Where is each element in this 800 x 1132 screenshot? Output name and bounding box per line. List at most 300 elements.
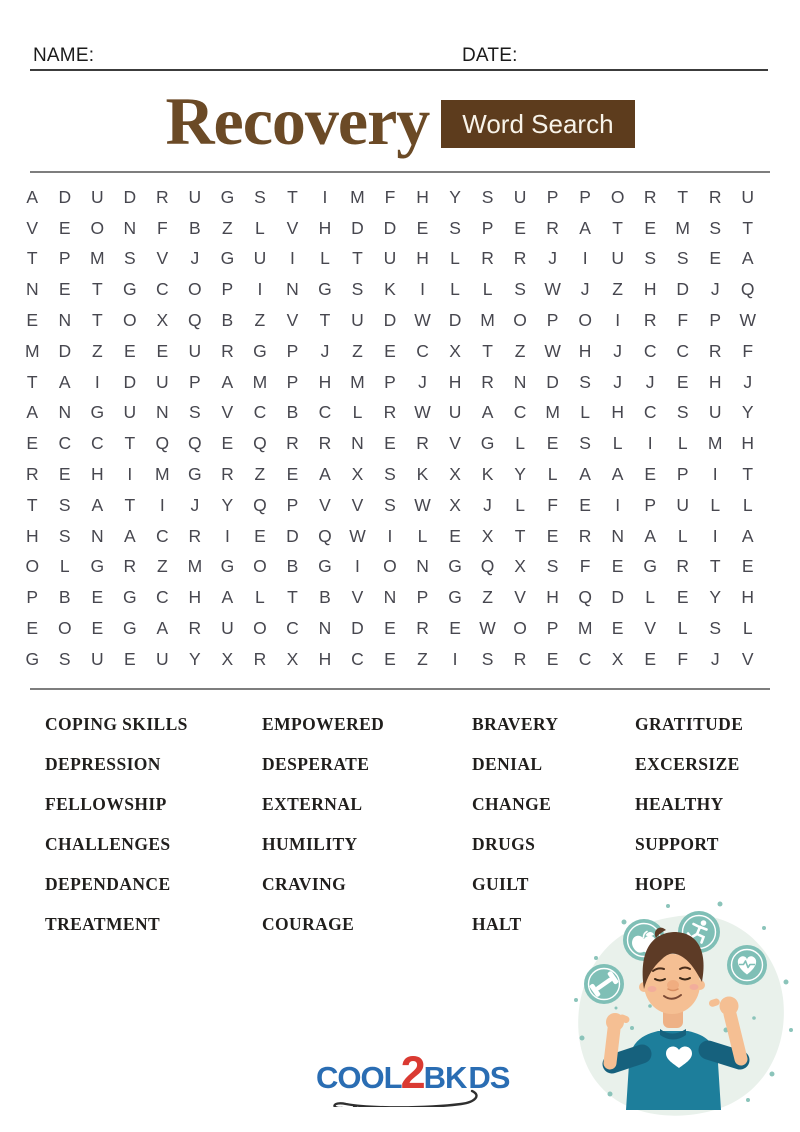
- grid-letter-r11c21: U: [676, 494, 689, 515]
- grid-letter-r12c1: H: [25, 525, 39, 546]
- logo-swoosh-underline: [322, 1089, 482, 1107]
- grid-letter-r13c5: Z: [156, 556, 168, 577]
- grid-letter-r7c8: M: [252, 371, 268, 392]
- grid-letter-r14c15: Z: [482, 587, 493, 608]
- grid-letter-r14c5: C: [156, 587, 169, 608]
- grid-letter-r11c9: P: [286, 494, 299, 515]
- grid-letter-r2c2: E: [58, 217, 71, 238]
- grid-letter-r10c8: Z: [254, 464, 266, 485]
- grid-letter-r14c21: E: [676, 587, 689, 608]
- grid-letter-r3c19: U: [611, 248, 624, 269]
- grid-letter-r9c15: G: [480, 433, 495, 454]
- grid-letter-r15c19: E: [611, 618, 624, 639]
- word-list-item: EXCERSIZE: [635, 754, 740, 774]
- grid-letter-r6c14: X: [449, 340, 461, 361]
- grid-letter-r11c17: F: [547, 494, 558, 515]
- grid-letter-r5c4: O: [123, 310, 137, 331]
- grid-letter-r4c18: J: [580, 279, 590, 300]
- grid-letter-r1c16: U: [513, 186, 527, 207]
- grid-letter-r5c12: D: [383, 310, 397, 331]
- grid-letter-r4c1: N: [25, 279, 39, 300]
- grid-letter-r11c20: P: [644, 494, 656, 515]
- grid-letter-r13c6: M: [187, 556, 203, 577]
- grid-letter-r3c4: S: [123, 248, 136, 269]
- grid-letter-r6c6: U: [188, 340, 202, 361]
- grid-letter-r10c3: H: [90, 464, 104, 485]
- grid-letter-r9c10: R: [318, 433, 332, 454]
- grid-letter-r13c1: O: [25, 556, 40, 577]
- grid-letter-r12c5: C: [156, 525, 169, 546]
- grid-letter-r5c17: P: [546, 310, 559, 331]
- grid-letter-r3c5: V: [156, 248, 169, 269]
- grid-letter-r10c11: X: [351, 464, 364, 485]
- grid-letter-r8c13: W: [414, 402, 431, 423]
- word-list-item: COURAGE: [262, 914, 355, 934]
- grid-letter-r1c13: H: [416, 186, 429, 207]
- grid-letter-r10c19: A: [611, 464, 624, 485]
- grid-letter-r14c4: G: [123, 587, 137, 608]
- grid-letter-r4c13: I: [420, 279, 425, 300]
- grid-letter-r15c4: G: [123, 618, 137, 639]
- grid-letter-r9c11: N: [351, 433, 364, 454]
- grid-letter-r6c16: Z: [514, 340, 526, 361]
- grid-letter-r11c5: I: [159, 494, 165, 515]
- grid-letter-r11c2: S: [58, 494, 71, 515]
- grid-letter-r5c19: I: [615, 310, 621, 331]
- grid-letter-r10c21: P: [676, 464, 689, 485]
- grid-letter-r1c1: A: [26, 186, 39, 207]
- grid-letter-r7c7: A: [221, 371, 234, 392]
- grid-letter-r3c18: I: [582, 248, 588, 269]
- grid-letter-r10c1: R: [25, 464, 39, 485]
- grid-letter-r10c9: E: [286, 464, 299, 485]
- grid-letter-r15c12: E: [384, 618, 396, 639]
- grid-letter-r3c22: E: [709, 248, 722, 269]
- grid-letter-r3c13: H: [416, 248, 429, 269]
- logo-part-cool: COOL: [316, 1060, 402, 1095]
- grid-letter-r13c23: E: [741, 556, 754, 577]
- grid-letter-r14c20: L: [645, 587, 656, 608]
- word-list-item: SUPPORT: [635, 834, 719, 854]
- word-list-item: COPING SKILLS: [45, 714, 188, 734]
- grid-letter-r1c18: P: [579, 186, 591, 207]
- grid-letter-r7c1: T: [26, 371, 38, 392]
- grid-letter-r14c8: L: [255, 587, 265, 608]
- grid-letter-r1c21: T: [677, 186, 689, 207]
- grid-letter-r7c17: D: [546, 371, 559, 392]
- word-list-column-4: [635, 712, 743, 896]
- grid-letter-r11c12: S: [384, 494, 396, 515]
- grid-letter-r4c2: E: [58, 279, 71, 300]
- grid-letter-r7c12: P: [384, 371, 396, 392]
- grid-letter-r14c2: B: [58, 587, 71, 608]
- grid-letter-r9c1: E: [26, 433, 39, 454]
- grid-letter-r2c6: B: [189, 217, 201, 238]
- grid-letter-r15c5: A: [156, 618, 169, 639]
- grid-letter-r15c18: M: [577, 618, 593, 639]
- grid-letter-r14c10: B: [319, 587, 331, 608]
- grid-letter-r6c18: H: [578, 340, 592, 361]
- grid-letter-r16c18: C: [578, 648, 592, 669]
- grid-letter-r7c18: S: [579, 371, 591, 392]
- grid-letter-r9c9: R: [286, 433, 299, 454]
- grid-letter-r7c19: J: [613, 371, 623, 392]
- grid-letter-r7c15: R: [481, 371, 494, 392]
- grid-letter-r5c16: O: [513, 310, 527, 331]
- grid-letter-r6c4: E: [123, 340, 136, 361]
- grid-letter-r4c3: T: [91, 279, 103, 300]
- grid-letter-r12c2: S: [58, 525, 71, 546]
- grid-letter-r13c20: G: [643, 556, 657, 577]
- grid-letter-r10c10: A: [319, 464, 331, 485]
- word-list-item: GUILT: [472, 874, 529, 894]
- word-list-item: TREATMENT: [45, 914, 161, 934]
- grid-letter-r2c9: V: [286, 217, 299, 238]
- grid-letter-r16c22: J: [710, 648, 720, 669]
- grid-letter-r9c18: S: [579, 433, 591, 454]
- grid-letter-r13c9: B: [286, 556, 299, 577]
- grid-letter-r11c13: W: [414, 494, 431, 515]
- grid-letter-r15c3: E: [91, 618, 104, 639]
- grid-letter-r3c21: S: [676, 248, 689, 269]
- grid-letter-r15c6: R: [188, 618, 202, 639]
- grid-letter-r4c17: W: [544, 279, 561, 300]
- grid-letter-r5c22: P: [709, 310, 722, 331]
- grid-letter-r12c10: Q: [318, 525, 332, 546]
- grid-letter-r16c23: V: [741, 648, 754, 669]
- grid-letter-r11c3: A: [91, 494, 104, 515]
- grid-letter-r16c9: X: [286, 648, 299, 669]
- grid-letter-r10c2: E: [58, 464, 71, 485]
- grid-letter-r16c6: Y: [189, 648, 201, 669]
- grid-letter-r1c15: S: [481, 186, 494, 207]
- logo-part-ds: DS: [468, 1060, 510, 1095]
- grid-letter-r4c11: S: [351, 279, 364, 300]
- grid-letter-r12c13: L: [417, 525, 428, 546]
- word-list-column-3: [472, 712, 558, 936]
- grid-letter-r2c12: D: [383, 217, 397, 238]
- grid-letter-r8c15: A: [481, 402, 494, 423]
- grid-letter-r6c2: D: [58, 340, 72, 361]
- grid-letter-r2c8: L: [255, 217, 265, 238]
- page-title: Recovery: [165, 83, 430, 159]
- word-list-item: HOPE: [635, 874, 687, 894]
- grid-letter-r2c17: R: [546, 217, 559, 238]
- grid-letter-r6c19: J: [613, 340, 623, 361]
- grid-letter-r12c18: R: [578, 525, 592, 546]
- grid-letter-r12c22: I: [712, 525, 718, 546]
- grid-letter-r3c15: R: [481, 248, 494, 269]
- grid-letter-r8c10: C: [318, 402, 332, 423]
- grid-letter-r9c13: R: [416, 433, 429, 454]
- grid-letter-r2c20: E: [644, 217, 656, 238]
- grid-letter-r5c10: T: [319, 310, 331, 331]
- logo-part-two: 2: [400, 1047, 425, 1098]
- grid-letter-r15c14: E: [449, 618, 461, 639]
- grid-letter-r11c16: L: [515, 494, 525, 515]
- grid-letter-r11c18: E: [579, 494, 591, 515]
- grid-letter-r8c1: A: [26, 402, 39, 423]
- grid-letter-r13c15: Q: [480, 556, 495, 577]
- grid-letter-r4c6: O: [188, 279, 202, 300]
- grid-letter-r11c4: T: [124, 494, 136, 515]
- grid-letter-r16c15: S: [481, 648, 494, 669]
- word-list-column-2: [262, 712, 384, 936]
- grid-letter-r8c20: C: [643, 402, 657, 423]
- grid-letter-r3c20: S: [644, 248, 656, 269]
- grid-letter-r9c6: Q: [188, 433, 202, 454]
- grid-letter-r6c12: E: [384, 340, 396, 361]
- name-label: NAME:: [33, 45, 95, 66]
- date-label: DATE:: [462, 45, 518, 66]
- title-row: [0, 76, 800, 166]
- healthy-boy-illustration: [558, 888, 800, 1132]
- grid-letter-r6c17: W: [544, 340, 561, 361]
- grid-letter-r13c4: R: [123, 556, 137, 577]
- grid-letter-r2c7: Z: [222, 217, 233, 238]
- grid-letter-r10c12: S: [384, 464, 396, 485]
- grid-letter-r3c23: A: [741, 248, 754, 269]
- grid-letter-r5c20: R: [643, 310, 657, 331]
- grid-letter-r11c8: Q: [253, 494, 267, 515]
- grid-letter-r2c10: H: [318, 217, 332, 238]
- grid-letter-r7c14: H: [448, 371, 462, 392]
- word-list-item: CHALLENGES: [45, 834, 171, 854]
- grid-letter-r3c9: I: [289, 248, 295, 269]
- grid-letter-r9c19: L: [612, 433, 623, 454]
- grid-letter-r12c16: T: [514, 525, 526, 546]
- grid-letter-r4c21: D: [676, 279, 689, 300]
- grid-letter-r3c1: T: [26, 248, 38, 269]
- grid-letter-r8c11: L: [352, 402, 363, 423]
- grid-letter-r8c21: S: [676, 402, 689, 423]
- grid-letter-r9c21: L: [677, 433, 688, 454]
- grid-letter-r13c2: L: [59, 556, 70, 577]
- word-list-item: HUMILITY: [262, 834, 358, 854]
- grid-letter-r13c3: G: [90, 556, 105, 577]
- grid-letter-r2c15: P: [481, 217, 494, 238]
- grid-letter-r8c19: H: [611, 402, 624, 423]
- grid-letter-r10c15: K: [481, 464, 494, 485]
- grid-letter-r14c19: D: [611, 587, 624, 608]
- grid-letter-r1c3: U: [90, 186, 104, 207]
- grid-letter-r7c20: J: [645, 371, 655, 392]
- grid-letter-r13c16: X: [514, 556, 526, 577]
- grid-letter-r14c22: Y: [709, 587, 722, 608]
- grid-letter-r14c14: G: [448, 587, 462, 608]
- grid-letter-r14c18: Q: [578, 587, 592, 608]
- grid-letter-r16c16: R: [513, 648, 527, 669]
- grid-letter-r12c15: X: [481, 525, 494, 546]
- grid-letter-r15c23: L: [742, 618, 753, 639]
- grid-letter-r1c5: R: [156, 186, 169, 207]
- grid-letter-r9c8: Q: [253, 433, 267, 454]
- grid-letter-r10c6: G: [188, 464, 202, 485]
- grid-letter-r5c7: B: [221, 310, 234, 331]
- grid-letter-r7c11: M: [350, 371, 365, 392]
- cool2bkids-logo[interactable]: [316, 1047, 510, 1108]
- grid-letter-r6c20: C: [643, 340, 657, 361]
- grid-letter-r12c11: W: [349, 525, 366, 546]
- grid-letter-r2c16: E: [514, 217, 526, 238]
- name-date-fill-line: [30, 69, 768, 71]
- grid-letter-r9c20: I: [647, 433, 653, 454]
- grid-letter-r8c2: N: [58, 402, 72, 423]
- grid-letter-r15c15: W: [479, 618, 496, 639]
- grid-letter-r13c21: R: [676, 556, 689, 577]
- grid-letter-r5c23: W: [739, 310, 756, 331]
- grid-letter-r12c3: N: [90, 525, 104, 546]
- grid-letter-r12c6: R: [188, 525, 202, 546]
- grid-letter-r12c4: A: [123, 525, 136, 546]
- grid-letter-r16c11: C: [351, 648, 364, 669]
- grid-letter-r2c5: F: [156, 217, 168, 238]
- grid-letter-r1c11: M: [350, 186, 365, 207]
- word-list-item: DEPENDANCE: [45, 874, 171, 894]
- grid-letter-r6c3: Z: [91, 340, 103, 361]
- grid-letter-r4c20: H: [643, 279, 657, 300]
- grid-letter-r7c5: U: [156, 371, 169, 392]
- grid-letter-r5c21: F: [677, 310, 689, 331]
- grid-letter-r6c9: P: [286, 340, 299, 361]
- grid-letter-r10c20: E: [644, 464, 656, 485]
- grid-letter-r8c3: G: [90, 402, 105, 423]
- grid-letter-r12c23: A: [741, 525, 754, 546]
- word-search-badge: Word Search: [441, 100, 634, 148]
- grid-letter-r1c23: U: [741, 186, 755, 207]
- grid-letter-r6c21: C: [676, 340, 689, 361]
- grid-letter-r6c7: R: [221, 340, 234, 361]
- grid-letter-r10c14: X: [449, 464, 461, 485]
- grid-letter-r8c22: U: [708, 402, 722, 423]
- grid-letter-r12c17: E: [546, 525, 559, 546]
- grid-letter-r7c2: A: [58, 371, 71, 392]
- grid-letter-r9c14: V: [449, 433, 461, 454]
- grid-letter-r3c3: M: [90, 248, 105, 269]
- grid-letter-r16c4: E: [123, 648, 136, 669]
- grid-letter-r3c2: P: [58, 248, 71, 269]
- grid-letter-r13c17: S: [546, 556, 559, 577]
- grid-letter-r12c12: I: [387, 525, 393, 546]
- grid-letter-r11c1: T: [26, 494, 38, 515]
- grid-letter-r4c23: Q: [740, 279, 755, 300]
- grid-letter-r8c14: U: [448, 402, 462, 423]
- word-search-grid: [16, 182, 764, 675]
- grid-letter-r11c22: L: [710, 494, 721, 515]
- grid-letter-r15c9: C: [286, 618, 299, 639]
- grid-letter-r9c7: E: [221, 433, 234, 454]
- grid-letter-r3c11: T: [352, 248, 363, 269]
- grid-letter-r2c19: T: [612, 217, 623, 238]
- grid-letter-r12c7: I: [224, 525, 230, 546]
- grid-letter-r1c9: T: [287, 186, 298, 207]
- word-list-item: FELLOWSHIP: [45, 794, 167, 814]
- grid-letter-r9c12: E: [384, 433, 396, 454]
- grid-letter-r16c8: R: [253, 648, 267, 669]
- grid-letter-r1c22: R: [708, 186, 722, 207]
- grid-letter-r16c19: X: [611, 648, 624, 669]
- grid-letter-r14c23: H: [741, 587, 755, 608]
- grid-letter-r1c8: S: [254, 186, 266, 207]
- grid-letter-r1c6: U: [188, 186, 202, 207]
- grid-letter-r7c16: N: [513, 371, 527, 392]
- grid-letter-r15c8: O: [253, 618, 267, 639]
- grid-letter-r1c19: O: [610, 186, 625, 207]
- grid-letter-r8c5: N: [156, 402, 169, 423]
- grid-letter-r8c8: C: [253, 402, 267, 423]
- grid-letter-r8c17: M: [545, 402, 560, 423]
- grid-letter-r14c7: A: [221, 587, 234, 608]
- logo-part-bk: BK: [423, 1060, 467, 1095]
- grid-letter-r15c21: L: [677, 618, 688, 639]
- grid-letter-r5c15: M: [480, 310, 495, 331]
- grid-letter-r13c19: E: [611, 556, 624, 577]
- grid-letter-r5c13: W: [414, 310, 431, 331]
- grid-letter-r5c11: U: [351, 310, 364, 331]
- grid-letter-r9c17: E: [546, 433, 559, 454]
- grid-letter-r8c4: U: [123, 402, 137, 423]
- grid-letter-r10c17: L: [547, 464, 558, 485]
- grid-letter-r11c7: Y: [221, 494, 234, 515]
- grid-letter-r10c4: I: [127, 464, 133, 485]
- grid-letter-r6c22: R: [708, 340, 722, 361]
- word-list-item: DESPERATE: [262, 754, 370, 774]
- grid-letter-r16c1: G: [25, 648, 40, 669]
- grid-letter-r5c14: D: [448, 310, 462, 331]
- grid-letter-r1c2: D: [58, 186, 72, 207]
- grid-letter-r15c11: D: [351, 618, 364, 639]
- grid-letter-r13c18: F: [579, 556, 591, 577]
- grid-letter-r15c22: S: [709, 618, 722, 639]
- grid-letter-r7c4: D: [123, 371, 137, 392]
- grid-letter-r14c16: V: [514, 587, 526, 608]
- grid-letter-r2c11: D: [351, 217, 364, 238]
- grid-letter-r7c22: H: [708, 371, 722, 392]
- grid-letter-r6c13: C: [416, 340, 429, 361]
- word-list-column-1: [45, 712, 188, 936]
- grid-letter-r2c3: O: [90, 217, 105, 238]
- grid-letter-r4c5: C: [156, 279, 169, 300]
- grid-letter-r15c2: O: [57, 618, 72, 639]
- grid-letter-r5c9: V: [286, 310, 299, 331]
- grid-letter-r16c5: U: [156, 648, 169, 669]
- word-list-item: DENIAL: [472, 754, 543, 774]
- grid-letter-r9c5: Q: [155, 433, 170, 454]
- grid-letter-r11c6: J: [190, 494, 200, 515]
- grid-letter-r2c13: E: [416, 217, 429, 238]
- grid-letter-r15c7: U: [221, 618, 234, 639]
- grid-letter-r15c1: E: [26, 618, 39, 639]
- grid-letter-r7c13: J: [418, 371, 427, 392]
- grid-letter-r15c16: O: [513, 618, 527, 639]
- grid-letter-r11c10: V: [319, 494, 331, 515]
- grid-letter-r11c15: J: [483, 494, 492, 515]
- grid-letter-r11c19: I: [615, 494, 621, 515]
- grid-letter-r16c14: I: [452, 648, 458, 669]
- grid-letter-r6c23: F: [742, 340, 754, 361]
- grid-letter-r16c20: E: [644, 648, 656, 669]
- grid-letter-r8c16: C: [513, 402, 527, 423]
- grid-letter-r14c12: N: [383, 587, 397, 608]
- grid-letter-r8c18: L: [580, 402, 590, 423]
- grid-letter-r1c12: F: [384, 186, 396, 207]
- grid-letter-r11c11: V: [351, 494, 364, 515]
- grid-letter-r5c8: Z: [254, 310, 266, 331]
- grid-letter-r14c3: E: [91, 587, 104, 608]
- grid-letter-r8c9: B: [286, 402, 299, 423]
- grid-letter-r12c19: N: [611, 525, 624, 546]
- grid-letter-r7c21: E: [676, 371, 689, 392]
